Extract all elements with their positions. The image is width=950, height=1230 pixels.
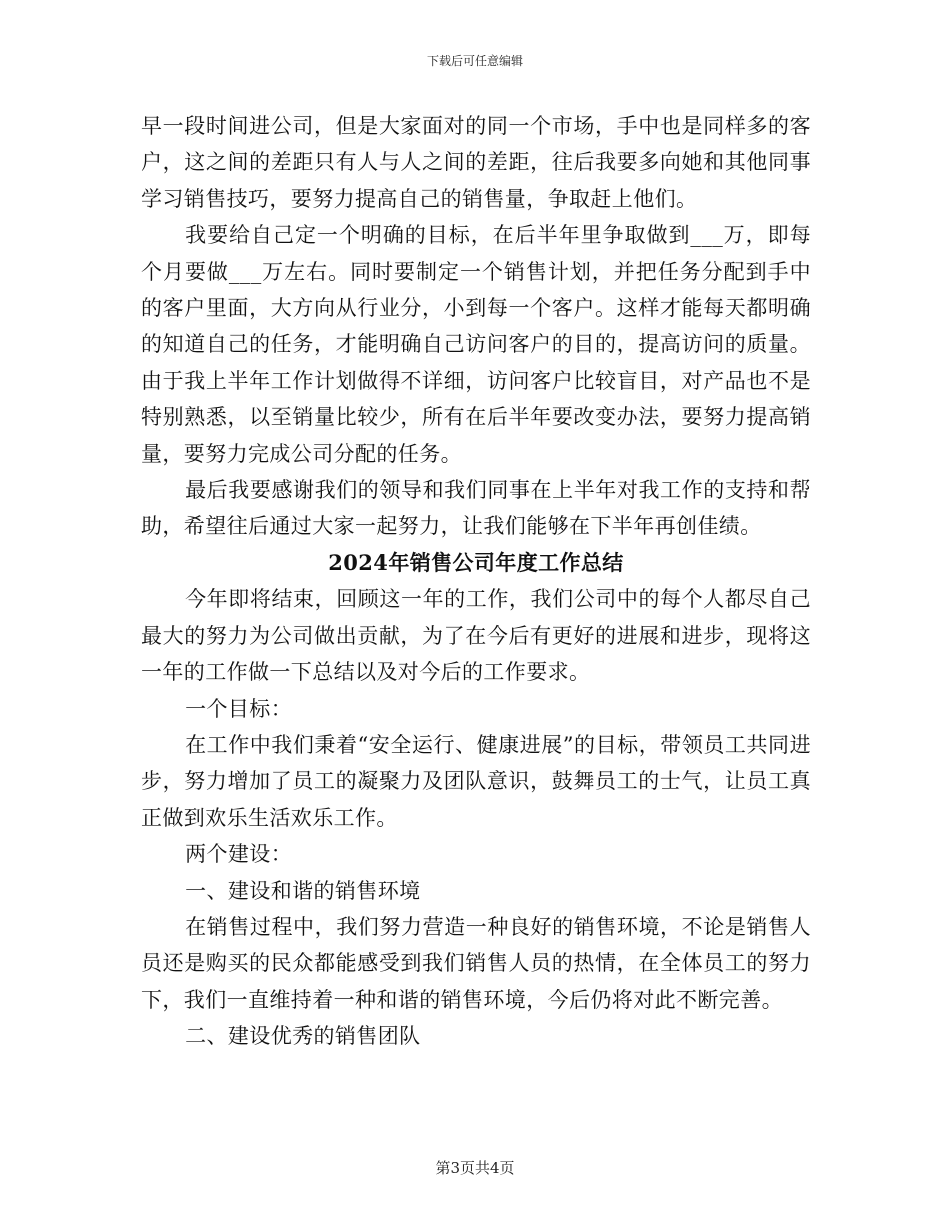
paragraph-continued: 早一段时间进公司，但是大家面对的同一个市场，手中也是同样多的客户，这之间的差距只有人与人之间的差距，往后我要多向她和其他同事学习销售技巧，要努力提高自己的销售量，争取赶上他们。 — [141, 114, 811, 211]
document-body — [141, 108, 811, 1055]
paragraph-goal: 我要给自己定一个明确的目标，在后半年里争取做到___万，即每个月要做___万左右。同时要制定一个销售计划，并把任务分配到手中的客户里面，大方向从行业分，小到每一个客户。这样才能每天都明确的知道自己的任务，才能明确自己访问客户的目的，提高访问的质量。由于我上半年工作计划做得不详细，访问客户比较盲目，对产品也不是特别熟悉，以至销量比较少，所有在后半年要改变办法，要努力提高销量，要努力完成公司分配的任务。 — [141, 223, 811, 466]
heading-one-goal: 一个目标： — [185, 696, 293, 721]
page-number: 第3页共4页 — [435, 1159, 515, 1177]
paragraph-goal-detail: 在工作中我们秉着“安全运行、健康进展”的目标，带领员工共同进步，努力增加了员工的凝聚力及团队意识，鼓舞员工的士气，让员工真正做到欢乐生活欢乐工作。 — [141, 732, 811, 830]
subheading-harmonious-environment: 一、建设和谐的销售环境 — [185, 878, 421, 903]
heading-two-constructions: 两个建设： — [185, 842, 293, 867]
subheading-excellent-team: 二、建设优秀的销售团队 — [185, 1024, 421, 1049]
page-header: 下载后可任意编辑 — [426, 54, 523, 68]
paragraph-thanks: 最后我要感谢我们的领导和我们同事在上半年对我工作的支持和帮助，希望往后通过大家一起努力，让我们能够在下半年再创佳绩。 — [141, 478, 811, 539]
section-title: 2024年销售公司年度工作总结 — [328, 549, 624, 575]
paragraph-environment-detail: 在销售过程中，我们努力营造一种良好的销售环境，不论是销售人员还是购买的民众都能感受到我们销售人员的热情，在全体员工的努力下，我们一直维持着一种和谐的销售环境，今后仍将对此不断完善。 — [141, 914, 811, 1012]
paragraph-intro: 今年即将结束，回顾这一年的工作，我们公司中的每个人都尽自己最大的努力为公司做出贡献，为了在今后有更好的进展和进步，现将这一年的工作做一下总结以及对今后的工作要求。 — [141, 587, 811, 685]
